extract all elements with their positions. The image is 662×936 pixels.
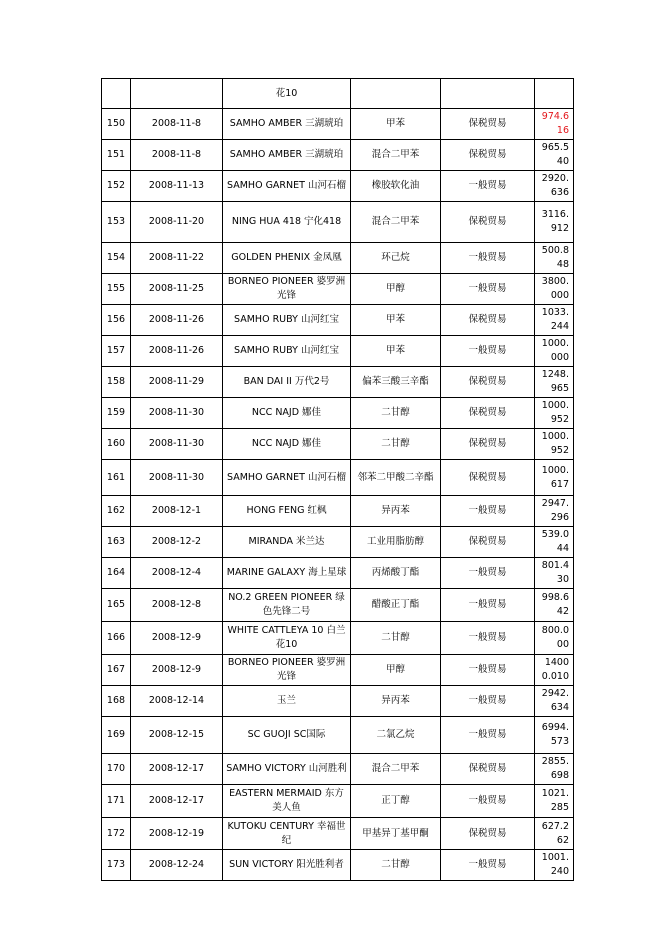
ship-name-cell: GOLDEN PHENIX 金凤凰 (223, 243, 351, 274)
product-cell: 混合二甲苯 (351, 202, 441, 243)
ship-name-cell: EASTERN MERMAID 东方美人鱼 (223, 785, 351, 818)
table-row (102, 336, 574, 367)
ship-name-cell: BAN DAI II 万代2号 (223, 367, 351, 398)
row-number-cell: 164 (102, 558, 131, 589)
row-number-cell: 162 (102, 496, 131, 527)
date-cell: 2008-11-13 (131, 171, 223, 202)
product-cell: 甲醇 (351, 274, 441, 305)
date-cell (131, 79, 223, 109)
row-number-cell (102, 79, 131, 109)
trade-type-cell: 一般贸易 (441, 558, 535, 589)
trade-type-cell: 一般贸易 (441, 336, 535, 367)
product-cell: 异丙苯 (351, 686, 441, 717)
quantity-cell: 1000.952 (535, 429, 574, 460)
table-row (102, 850, 574, 881)
quantity-cell: 3800.000 (535, 274, 574, 305)
trade-type-cell: 一般贸易 (441, 850, 535, 881)
trade-type-cell: 一般贸易 (441, 686, 535, 717)
trade-type-cell: 一般贸易 (441, 274, 535, 305)
product-cell: 二甘醇 (351, 850, 441, 881)
ship-name-cell: NING HUA 418 宁化418 (223, 202, 351, 243)
ship-name-cell: SAMHO VICTORY 山河胜利 (223, 754, 351, 785)
date-cell: 2008-11-26 (131, 336, 223, 367)
date-cell: 2008-11-8 (131, 140, 223, 171)
table-body (102, 79, 574, 881)
product-cell (351, 79, 441, 109)
row-number-cell: 156 (102, 305, 131, 336)
product-cell: 二甘醇 (351, 429, 441, 460)
date-cell: 2008-12-8 (131, 589, 223, 622)
date-cell: 2008-11-20 (131, 202, 223, 243)
row-number-cell: 160 (102, 429, 131, 460)
table-row (102, 79, 574, 109)
quantity-cell: 627.262 (535, 818, 574, 850)
ship-name-cell: BORNEO PIONEER 婆罗洲光锋 (223, 655, 351, 686)
row-number-cell: 154 (102, 243, 131, 274)
ship-name-cell: SAMHO AMBER 三湖琥珀 (223, 140, 351, 171)
date-cell: 2008-12-9 (131, 655, 223, 686)
date-cell: 2008-12-9 (131, 622, 223, 655)
date-cell: 2008-12-1 (131, 496, 223, 527)
shipment-table (101, 78, 574, 881)
ship-name-cell: 花10 (223, 79, 351, 109)
trade-type-cell: 一般贸易 (441, 243, 535, 274)
row-number-cell: 159 (102, 398, 131, 429)
table-row (102, 367, 574, 398)
product-cell: 橡胶软化油 (351, 171, 441, 202)
product-cell: 混合二甲苯 (351, 754, 441, 785)
quantity-cell: 500.848 (535, 243, 574, 274)
product-cell: 甲苯 (351, 336, 441, 367)
trade-type-cell: 保税贸易 (441, 818, 535, 850)
product-cell: 二氯乙烷 (351, 717, 441, 754)
trade-type-cell: 保税贸易 (441, 140, 535, 171)
product-cell: 环己烷 (351, 243, 441, 274)
quantity-cell: 2947.296 (535, 496, 574, 527)
table-row (102, 140, 574, 171)
quantity-cell: 14000.010 (535, 655, 574, 686)
table-row (102, 717, 574, 754)
trade-type-cell: 保税贸易 (441, 754, 535, 785)
date-cell: 2008-12-17 (131, 754, 223, 785)
date-cell: 2008-12-19 (131, 818, 223, 850)
row-number-cell: 161 (102, 460, 131, 496)
table-row (102, 818, 574, 850)
trade-type-cell: 保税贸易 (441, 398, 535, 429)
ship-name-cell: MARINE GALAXY 海上星球 (223, 558, 351, 589)
quantity-cell: 3116.912 (535, 202, 574, 243)
table-row (102, 655, 574, 686)
quantity-cell: 2920.636 (535, 171, 574, 202)
row-number-cell: 168 (102, 686, 131, 717)
row-number-cell: 170 (102, 754, 131, 785)
trade-type-cell: 保税贸易 (441, 367, 535, 398)
table-row (102, 398, 574, 429)
table-row (102, 527, 574, 558)
date-cell: 2008-12-24 (131, 850, 223, 881)
ship-name-cell: SAMHO RUBY 山河红宝 (223, 336, 351, 367)
row-number-cell: 172 (102, 818, 131, 850)
date-cell: 2008-12-2 (131, 527, 223, 558)
quantity-cell: 1021.285 (535, 785, 574, 818)
ship-name-cell: WHITE CATTLEYA 10 白兰花10 (223, 622, 351, 655)
trade-type-cell: 一般贸易 (441, 171, 535, 202)
product-cell: 甲醇 (351, 655, 441, 686)
row-number-cell: 151 (102, 140, 131, 171)
row-number-cell: 153 (102, 202, 131, 243)
product-cell: 正丁醇 (351, 785, 441, 818)
product-cell: 丙烯酸丁酯 (351, 558, 441, 589)
trade-type-cell: 保税贸易 (441, 429, 535, 460)
date-cell: 2008-12-14 (131, 686, 223, 717)
row-number-cell: 163 (102, 527, 131, 558)
table-row (102, 243, 574, 274)
row-number-cell: 155 (102, 274, 131, 305)
ship-name-cell: SUN VICTORY 阳光胜利者 (223, 850, 351, 881)
table-row (102, 429, 574, 460)
trade-type-cell: 一般贸易 (441, 785, 535, 818)
row-number-cell: 167 (102, 655, 131, 686)
trade-type-cell: 一般贸易 (441, 589, 535, 622)
product-cell: 混合二甲苯 (351, 140, 441, 171)
date-cell: 2008-11-30 (131, 398, 223, 429)
date-cell: 2008-11-8 (131, 109, 223, 140)
product-cell: 工业用脂肪醇 (351, 527, 441, 558)
table-row (102, 589, 574, 622)
trade-type-cell: 一般贸易 (441, 655, 535, 686)
trade-type-cell (441, 79, 535, 109)
date-cell: 2008-11-30 (131, 429, 223, 460)
ship-name-cell: KUTOKU CENTURY 幸福世纪 (223, 818, 351, 850)
quantity-cell: 1000.000 (535, 336, 574, 367)
ship-name-cell: NCC NAJD 娜佳 (223, 398, 351, 429)
ship-name-cell: 玉兰 (223, 686, 351, 717)
ship-name-cell: NCC NAJD 娜佳 (223, 429, 351, 460)
quantity-cell: 998.642 (535, 589, 574, 622)
quantity-cell: 539.044 (535, 527, 574, 558)
row-number-cell: 158 (102, 367, 131, 398)
table-row (102, 274, 574, 305)
product-cell: 醋酸正丁酯 (351, 589, 441, 622)
table-row (102, 460, 574, 496)
table-row (102, 305, 574, 336)
quantity-cell: 801.430 (535, 558, 574, 589)
date-cell: 2008-11-22 (131, 243, 223, 274)
quantity-cell: 1000.617 (535, 460, 574, 496)
row-number-cell: 165 (102, 589, 131, 622)
ship-name-cell: NO.2 GREEN PIONEER 绿色先锋二号 (223, 589, 351, 622)
row-number-cell: 169 (102, 717, 131, 754)
date-cell: 2008-12-15 (131, 717, 223, 754)
ship-name-cell: SC GUOJI SC国际 (223, 717, 351, 754)
ship-name-cell: BORNEO PIONEER 婆罗洲光锋 (223, 274, 351, 305)
quantity-cell: 974.616 (535, 109, 574, 140)
ship-name-cell: SAMHO GARNET 山河石榴 (223, 460, 351, 496)
row-number-cell: 173 (102, 850, 131, 881)
date-cell: 2008-11-30 (131, 460, 223, 496)
trade-type-cell: 保税贸易 (441, 305, 535, 336)
row-number-cell: 152 (102, 171, 131, 202)
product-cell: 甲苯 (351, 109, 441, 140)
quantity-cell: 800.000 (535, 622, 574, 655)
table-row (102, 171, 574, 202)
trade-type-cell: 一般贸易 (441, 717, 535, 754)
table-row (102, 686, 574, 717)
quantity-cell (535, 79, 574, 109)
trade-type-cell: 保税贸易 (441, 202, 535, 243)
ship-name-cell: SAMHO GARNET 山河石榴 (223, 171, 351, 202)
ship-name-cell: HONG FENG 红枫 (223, 496, 351, 527)
product-cell: 异丙苯 (351, 496, 441, 527)
product-cell: 二甘醇 (351, 398, 441, 429)
date-cell: 2008-11-29 (131, 367, 223, 398)
date-cell: 2008-11-25 (131, 274, 223, 305)
product-cell: 二甘醇 (351, 622, 441, 655)
date-cell: 2008-12-4 (131, 558, 223, 589)
date-cell: 2008-11-26 (131, 305, 223, 336)
quantity-cell: 6994.573 (535, 717, 574, 754)
ship-name-cell: SAMHO AMBER 三湖琥珀 (223, 109, 351, 140)
trade-type-cell: 保税贸易 (441, 460, 535, 496)
row-number-cell: 150 (102, 109, 131, 140)
table-row (102, 754, 574, 785)
product-cell: 偏苯三酸三辛酯 (351, 367, 441, 398)
product-cell: 邻苯二甲酸二辛酯 (351, 460, 441, 496)
quantity-cell: 1000.952 (535, 398, 574, 429)
table-row (102, 109, 574, 140)
product-cell: 甲基异丁基甲酮 (351, 818, 441, 850)
table-row (102, 202, 574, 243)
trade-type-cell: 保税贸易 (441, 109, 535, 140)
quantity-cell: 2942.634 (535, 686, 574, 717)
quantity-cell: 1001.240 (535, 850, 574, 881)
date-cell: 2008-12-17 (131, 785, 223, 818)
table-row (102, 785, 574, 818)
product-cell: 甲苯 (351, 305, 441, 336)
quantity-cell: 1248.965 (535, 367, 574, 398)
ship-name-cell: MIRANDA 米兰达 (223, 527, 351, 558)
quantity-cell: 2855.698 (535, 754, 574, 785)
trade-type-cell: 保税贸易 (441, 527, 535, 558)
trade-type-cell: 一般贸易 (441, 496, 535, 527)
quantity-cell: 1033.244 (535, 305, 574, 336)
row-number-cell: 171 (102, 785, 131, 818)
row-number-cell: 166 (102, 622, 131, 655)
row-number-cell: 157 (102, 336, 131, 367)
table-row (102, 558, 574, 589)
trade-type-cell: 一般贸易 (441, 622, 535, 655)
quantity-cell: 965.540 (535, 140, 574, 171)
table-row (102, 496, 574, 527)
table-row (102, 622, 574, 655)
ship-name-cell: SAMHO RUBY 山河红宝 (223, 305, 351, 336)
